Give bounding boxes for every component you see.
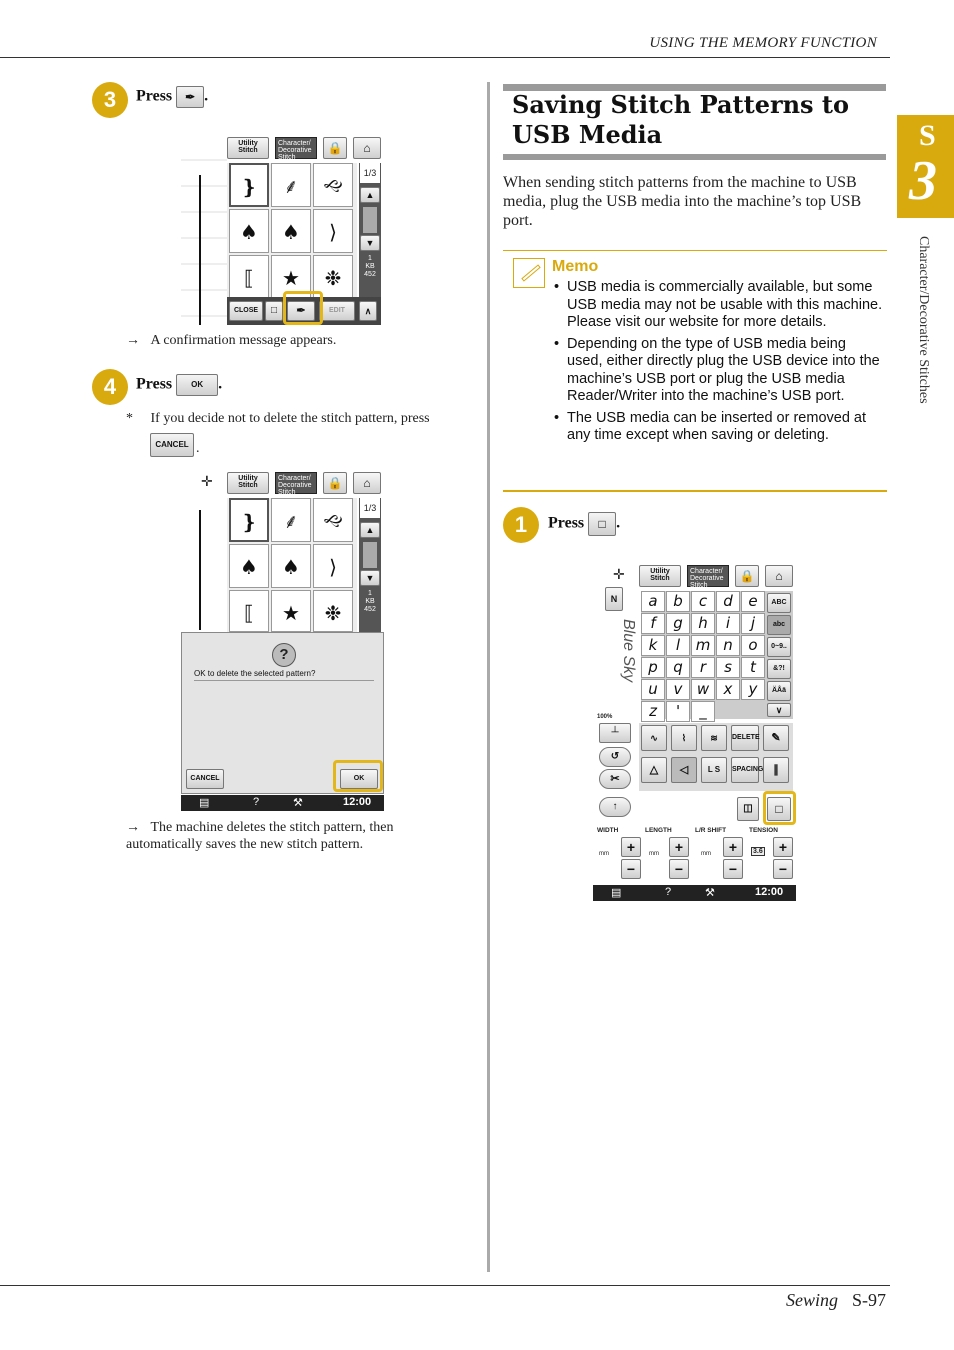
side-panel [359, 498, 381, 632]
lowercase-button[interactable]: abc [767, 615, 791, 635]
reverse-icon[interactable]: ↺ [599, 747, 631, 767]
tension-minus-button[interactable]: − [773, 859, 793, 879]
character-key[interactable]: v [666, 679, 690, 700]
shift-minus-button[interactable]: − [723, 859, 743, 879]
length-control [647, 837, 691, 881]
page-indicator: 1/3 [360, 498, 380, 518]
width-plus-button[interactable]: + [621, 837, 641, 857]
memo-list [552, 279, 884, 449]
tab-character-stitch[interactable]: Character/ Decorative Stitch [275, 137, 317, 159]
character-key[interactable]: h [691, 613, 715, 634]
character-key[interactable]: f [641, 613, 665, 634]
mirror-icon[interactable]: △ [641, 757, 667, 783]
memo-pencil-icon [513, 258, 545, 288]
tension-label: TENSION [749, 827, 778, 834]
shift-plus-button[interactable]: + [723, 837, 743, 857]
symbols-button[interactable]: &?! [767, 659, 791, 679]
lock-icon[interactable]: 🔒 [735, 565, 759, 587]
character-key[interactable]: ' [666, 701, 690, 722]
zoom-level: 100% [597, 714, 613, 720]
width-unit: mm [599, 851, 609, 857]
step-3-number: 3 [92, 82, 128, 118]
memory-info [360, 255, 380, 279]
presser-foot-icon[interactable]: N [605, 587, 623, 611]
footer-rule [0, 1285, 890, 1286]
chapter-name: Character/Decorative Stitches [916, 236, 931, 404]
scrollbar[interactable] [363, 207, 377, 233]
home-icon[interactable]: ⌂ [765, 565, 793, 587]
pattern-cell[interactable]: ⟩ [313, 544, 353, 588]
pattern-cell[interactable]: ♠ [229, 209, 269, 253]
screen-character-edit [593, 563, 796, 902]
font-type-panel [765, 591, 793, 719]
highlight-save [763, 791, 796, 825]
chapter-letter: S [919, 119, 936, 152]
step-3-result: → A confirmation message appears. [126, 333, 337, 348]
chapter-number: 3 [909, 150, 937, 212]
help-icon[interactable]: ? [253, 796, 260, 808]
density-icon[interactable]: ≋ [701, 725, 727, 751]
shift-unit: mm [701, 851, 711, 857]
memo-top-rule [503, 250, 887, 251]
tab-utility-stitch[interactable]: Utility Stitch [227, 137, 269, 159]
home-icon[interactable]: ⌂ [353, 137, 381, 159]
free-kb: 452 [364, 606, 376, 613]
chevron-down-icon[interactable]: ∨ [767, 703, 791, 717]
scroll-up-button[interactable]: ▲ [360, 187, 380, 203]
memory-info [360, 590, 380, 614]
memo-item: • The USB media can be inserted or removed at any time except when saving or deleting. [552, 410, 884, 445]
pencil-shape [521, 264, 540, 281]
pattern-cell[interactable]: ❉ [313, 255, 353, 299]
character-key[interactable]: k [641, 635, 665, 656]
pattern-cell[interactable]: ♠ [229, 544, 269, 588]
press-label: Press [548, 514, 585, 532]
character-key[interactable]: q [666, 657, 690, 678]
character-key[interactable]: s [716, 657, 740, 678]
character-key[interactable]: o [741, 635, 765, 656]
lock-icon[interactable]: 🔒 [323, 137, 347, 159]
page-indicator: 1/3 [360, 163, 380, 183]
column-divider [487, 82, 490, 1272]
pencil-icon[interactable]: ✎ [763, 725, 789, 751]
edit-button[interactable]: EDIT [319, 301, 355, 321]
question-icon: ? [272, 643, 296, 667]
edit-panel [639, 723, 793, 791]
pattern-cell[interactable]: ❵ [229, 163, 269, 207]
delete-button[interactable]: ✒ [287, 301, 315, 321]
cancel-button-icon: CANCEL [150, 433, 194, 457]
kb-label: KB [365, 263, 375, 270]
length-label: LENGTH [645, 827, 672, 834]
clock: 12:00 [343, 796, 372, 808]
status-bar [593, 885, 796, 901]
settings-icon[interactable]: ⚒ [293, 797, 303, 809]
tension-control [749, 837, 795, 881]
character-key[interactable]: r [691, 657, 715, 678]
size-ls-icon[interactable]: L S [701, 757, 727, 783]
section-intro: When sending stitch patterns from the machine to USB media, plug the USB media into the machine’s top USB port. [503, 174, 862, 229]
step-4-number: 4 [92, 369, 128, 405]
scrollbar[interactable] [363, 542, 377, 568]
header-rule [0, 57, 890, 58]
free-kb: 452 [364, 271, 376, 278]
character-key[interactable]: i [716, 613, 740, 634]
scroll-down-button[interactable]: ▼ [360, 235, 380, 251]
screen-pattern-list [181, 135, 384, 325]
numbers-button[interactable]: 0~9.. [767, 637, 791, 657]
pattern-cell[interactable]: ★ [271, 590, 311, 632]
step-1-number: 1 [503, 507, 539, 543]
pattern-cell[interactable]: ⸙ [271, 498, 311, 542]
pattern-grid [227, 498, 357, 632]
status-bar [181, 795, 384, 811]
scroll-down-button[interactable]: ▼ [360, 570, 380, 586]
help-icon[interactable]: ? [665, 886, 672, 898]
kb-label: KB [365, 598, 375, 605]
pattern-preview: Blue Sky [620, 619, 637, 683]
dialog-message: OK to delete the selected pattern? [194, 669, 374, 681]
tab-character-stitch[interactable]: Character/ Decorative Stitch [275, 472, 317, 494]
character-key[interactable]: u [641, 679, 665, 700]
ok-button-icon: OK [176, 374, 218, 396]
cancel-button[interactable]: CANCEL [186, 769, 224, 789]
character-key[interactable]: z [641, 701, 665, 722]
memory-icon[interactable]: ◫ [737, 797, 759, 821]
character-key[interactable]: j [741, 613, 765, 634]
pattern-cell[interactable]: ⸙ [271, 163, 311, 207]
screen-delete-confirm [181, 470, 384, 812]
stitch-size-icon[interactable]: ⌇ [671, 725, 697, 751]
highlight-delete [283, 291, 323, 325]
character-key[interactable]: x [716, 679, 740, 700]
settings-icon[interactable]: ⚒ [705, 887, 715, 899]
lr-shift-label: L/R SHIFT [695, 827, 727, 834]
tension-value: 3.6 [753, 848, 763, 855]
character-key[interactable]: w [691, 679, 715, 700]
delete-button[interactable]: DELETE [731, 725, 759, 751]
character-grid [641, 591, 765, 719]
length-plus-button[interactable]: + [669, 837, 689, 857]
character-key[interactable]: b [666, 591, 690, 612]
length-unit: mm [649, 851, 659, 857]
character-key[interactable]: l [666, 635, 690, 656]
width-label: WIDTH [597, 827, 619, 834]
character-key[interactable]: t [741, 657, 765, 678]
manual-icon[interactable]: ▤ [611, 887, 622, 899]
pattern-cell[interactable]: ⟦ [229, 255, 269, 299]
needle-icon: ✛ [201, 474, 213, 490]
width-minus-button[interactable]: − [621, 859, 641, 879]
preview-stitch-line [199, 175, 205, 325]
used-kb: 1 [368, 255, 372, 262]
step-3-instruction: Press ✒ . [136, 86, 208, 108]
scroll-up-button[interactable]: ▲ [360, 522, 380, 538]
clock: 12:00 [755, 886, 784, 898]
pattern-cell[interactable]: 🙙 [313, 163, 353, 207]
lr-shift-control [699, 837, 745, 881]
pattern-cell[interactable]: ★ [271, 255, 311, 299]
close-button[interactable]: CLOSE [229, 301, 263, 321]
lock-icon[interactable]: 🔒 [323, 472, 347, 494]
scissors-icon[interactable]: ✂ [599, 769, 631, 789]
memo-item: • USB media is commercially available, but some USB media may not be usable with this machine. Please visit our website for more details. [552, 279, 884, 332]
page-number: S-97 [851, 1290, 886, 1310]
length-minus-button[interactable]: − [669, 859, 689, 879]
press-label: Press [136, 375, 173, 393]
ok-button[interactable]: OK [340, 769, 378, 789]
tension-plus-button[interactable]: + [773, 837, 793, 857]
pattern-cell[interactable]: ⟩ [313, 209, 353, 253]
tab-utility-stitch[interactable]: Utility Stitch [639, 565, 681, 587]
section-title: Saving Stitch Patterns to USB Media [512, 90, 850, 149]
pattern-cell[interactable]: ⟦ [229, 590, 269, 632]
memo-title: Memo [552, 258, 599, 275]
uppercase-button[interactable]: ABC [767, 593, 791, 613]
delete-icon: ✒ [176, 86, 204, 108]
presser-foot-lift-icon[interactable]: ↑ [599, 797, 631, 817]
spacing-button[interactable]: SPACING [731, 757, 759, 783]
footer-section: Sewing [785, 1290, 838, 1310]
preview-stitch-line [199, 510, 205, 630]
manual-icon[interactable]: ▤ [199, 797, 210, 809]
stitch-preview [181, 135, 227, 325]
character-key[interactable]: m [691, 635, 715, 656]
memo-item: • Depending on the type of USB media being used, either directly plug the USB device into the machine’s USB port or plug the USB media Reader/Writer into the machine’s USB port. [552, 336, 884, 406]
width-control [597, 837, 641, 881]
character-key[interactable]: _ [691, 701, 715, 722]
highlight-ok [333, 760, 383, 792]
step-1-instruction: Press □ . [548, 512, 620, 536]
memo-bottom-rule [503, 490, 887, 492]
step-4-instruction: Press OK . [136, 374, 222, 396]
arrow-left-icon[interactable]: ◁ [671, 757, 697, 783]
pattern-cell[interactable]: ❉ [313, 590, 353, 632]
needle-position-icon[interactable]: ┴ [599, 723, 631, 743]
chevron-up-icon[interactable]: ∧ [359, 301, 377, 321]
note-period: . [196, 441, 200, 456]
home-icon[interactable]: ⌂ [353, 472, 381, 494]
used-kb: 1 [368, 590, 372, 597]
character-key[interactable]: y [741, 679, 765, 700]
character-key[interactable]: e [741, 591, 765, 612]
character-key[interactable]: p [641, 657, 665, 678]
chapter-tab [897, 115, 954, 218]
character-key[interactable]: d [716, 591, 740, 612]
character-key[interactable]: n [716, 635, 740, 656]
title-bar-bottom [503, 154, 886, 160]
pattern-cell[interactable]: ♠ [271, 544, 311, 588]
tab-utility-stitch[interactable]: Utility Stitch [227, 472, 269, 494]
pattern-cell[interactable]: ❵ [229, 498, 269, 542]
save-button[interactable]: □ [767, 797, 791, 821]
tab-character-stitch[interactable]: Character/ Decorative Stitch [687, 565, 729, 587]
press-label: Press [136, 87, 173, 105]
stitch-type-icon[interactable]: ∿ [641, 725, 667, 751]
page-footer [786, 1290, 886, 1311]
step-4-result: → The machine deletes the stitch pattern, then automatically saves the new stitch pattern. [126, 820, 394, 852]
save-icon[interactable]: □ [265, 301, 283, 321]
running-header: USING THE MEMORY FUNCTION [649, 35, 877, 51]
pattern-cell[interactable]: 🙙 [313, 498, 353, 542]
character-key[interactable]: a [641, 591, 665, 612]
pattern-cell[interactable]: ♠ [271, 209, 311, 253]
accented-button[interactable]: ÄÅä [767, 681, 791, 701]
character-key[interactable]: c [691, 591, 715, 612]
repeat-icon[interactable]: ∥ [763, 757, 789, 783]
character-key[interactable]: g [666, 613, 690, 634]
needle-icon: ✛ [613, 567, 625, 583]
save-icon: □ [588, 512, 616, 536]
step-4-note: * If you decide not to delete the stitch pattern, press [126, 411, 430, 426]
